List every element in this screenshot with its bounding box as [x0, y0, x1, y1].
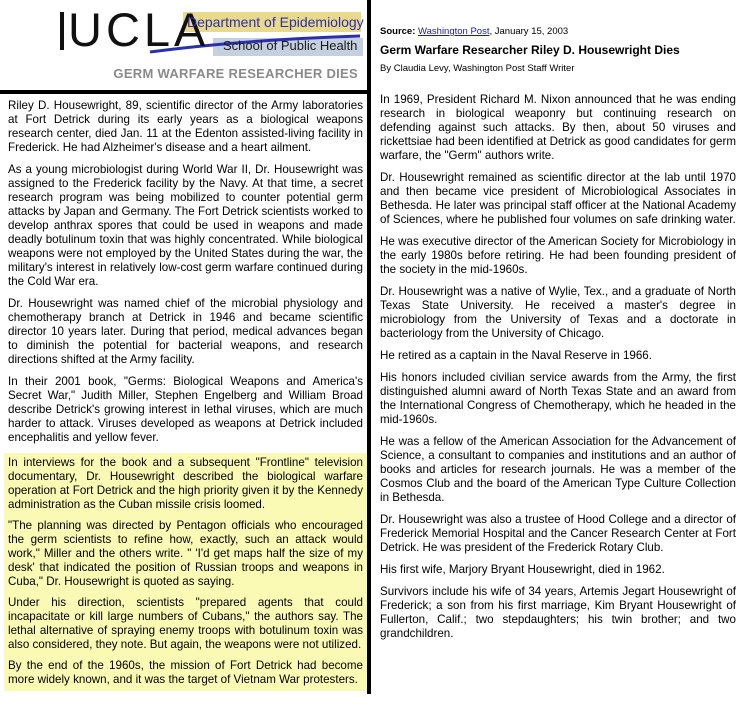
column-divider	[367, 0, 371, 694]
highlighted-section	[4, 453, 367, 691]
left-article-body	[8, 99, 363, 691]
paragraph: His first wife, Marjory Bryant Housewright, died in 1962.	[380, 563, 665, 576]
source-label: Source:	[380, 26, 416, 37]
highlighted-paragraph: Under his direction, scientists "prepared agents that could incapacitate or kill large numbers of Cubans," the authors say. The lethal alternative of spraying enemy troops with botulinum toxin was also considered, they note. But again, the weapons were not utilized.	[8, 596, 363, 651]
paragraph: He was a fellow of the American Association for the Advancement of Science, a consultant to companies and institutions and an author of books and articles for research journals. He was a member of the Cosmos Club and the board of the American Type Culture Collection in Bethesda.	[380, 435, 736, 504]
school-name: School of Public Health	[223, 38, 358, 53]
paragraph: He was executive director of the American Society for Microbiology in the early 1980s before retiring. He had been founding president of the society in the mid-1960s.	[380, 235, 736, 276]
paragraph: Dr. Housewright was a native of Wylie, Tex., and a graduate of North Texas State University. He received a master's degree in microbiology from the University of Texas and a doctorate in bacteriology from the University of Chicago.	[380, 285, 736, 340]
paragraph: As a young microbiologist during World War II, Dr. Housewright was assigned to the Frederick facility by the Navy. At that time, a secret research program was being mobilized to counter potential germ attacks by Japan and Germany. The Fort Detrick scientists worked to develop anthrax spores that could be used in weapons and made deadly botulinum toxin that was highly concentrated. While biological weapons were not employed by the United States during the war, the military's interest in relatively low-cost germ warfare continued during the Cold War era.	[8, 163, 363, 288]
paragraph: Survivors include his wife of 34 years, Artemis Jegart Housewright of Frederick; a son from his first marriage, Kim Bryant Housewright of Fullerton, Calif.; two stepdaughters; his twin brother; and two grandchildren.	[380, 585, 736, 640]
article-title: Germ Warfare Researcher Riley D. Housewright Dies	[380, 43, 680, 57]
page-headline: GERM WARFARE RESEARCHER DIES	[113, 66, 358, 81]
paragraph: In 1969, President Richard M. Nixon announced that he was ending research in biological weaponry but continuing research on defending against such attacks. By then, about 50 viruses and rickettsiae had been identified at Detrick as good candidates for germ warfare, the "Germ" authors write.	[380, 93, 736, 162]
source-line	[380, 26, 736, 37]
ucla-epidemiology-logo	[0, 0, 365, 84]
paragraph: His honors included civilian service awards from the Army, the first distinguished alumni award of North Texas State and an award from the International Congress of Chemotherapy, which he headed in the mid-1960s.	[380, 371, 736, 426]
ucla-wordmark: UCLA	[68, 3, 210, 56]
paragraph: Dr. Housewright remained as scientific director at the lab until 1970 and then became vice president of Microbiological Associates in Bethesda. He later was principal staff officer at the National Academy of Sciences, where he published four volumes on safe drinking water.	[380, 171, 736, 226]
highlighted-paragraph: "The planning was directed by Pentagon officials who encouraged the germ scientists to refine how, exactly, such an attack would work," Miller and the others write. " 'I'd get maps half the size of my desk' that indicated the position of Russian troops and weapons in Cuba," Dr. Housewright is quoted as saying.	[8, 519, 363, 588]
department-name: Department of Epidemiology	[187, 14, 364, 30]
source-date: , January 15, 2003	[489, 26, 569, 37]
byline: By Claudia Levy, Washington Post Staff Writer	[380, 63, 575, 74]
left-column	[0, 0, 365, 706]
paragraph: In their 2001 book, "Germs: Biological Weapons and America's Secret War," Judith Miller, Stephen Engelberg and William Broad describe Detrick's growing interest in lethal viruses, which are much harder to attack. Viruses developed as weapons at Detrick included encephalitis and yellow fever.	[8, 375, 363, 444]
highlighted-paragraph: In interviews for the book and a subsequent "Frontline" television documentary, Dr. Housewright described the biological warfare operation at Fort Detrick and the high priority given it by the Kennedy administration as the Cuban missile crisis loomed.	[8, 456, 363, 511]
highlighted-paragraph: By the end of the 1960s, the mission of Fort Detrick had become more widely known, and it was the target of Vietnam War protesters.	[8, 659, 363, 686]
paragraph: Riley D. Housewright, 89, scientific director of the Army laboratories at Fort Detrick during its early years as a biological weapons research center, died Jan. 11 at the Edenton assisted-living facility in Frederick. He had Alzheimer's disease and a heart ailment.	[8, 99, 363, 154]
paragraph: He retired as a captain in the Naval Reserve in 1966.	[380, 349, 652, 362]
header-divider	[0, 90, 367, 94]
paragraph: Dr. Housewright was also a trustee of Hood College and a director of Frederick Memorial Hospital and the Cancer Research Center at Fort Detrick. He was president of the Frederick Rotary Club.	[380, 513, 736, 554]
paragraph: Dr. Housewright was named chief of the microbial physiology and chemotherapy branch at Detrick in 1946 and became scientific director 10 years later. During that period, medical advances began to diminish the potential for bacterial weapons, and research directions shifted at the Army facility.	[8, 297, 363, 366]
right-column	[380, 26, 736, 649]
source-link[interactable]: Washington Post	[418, 26, 490, 37]
